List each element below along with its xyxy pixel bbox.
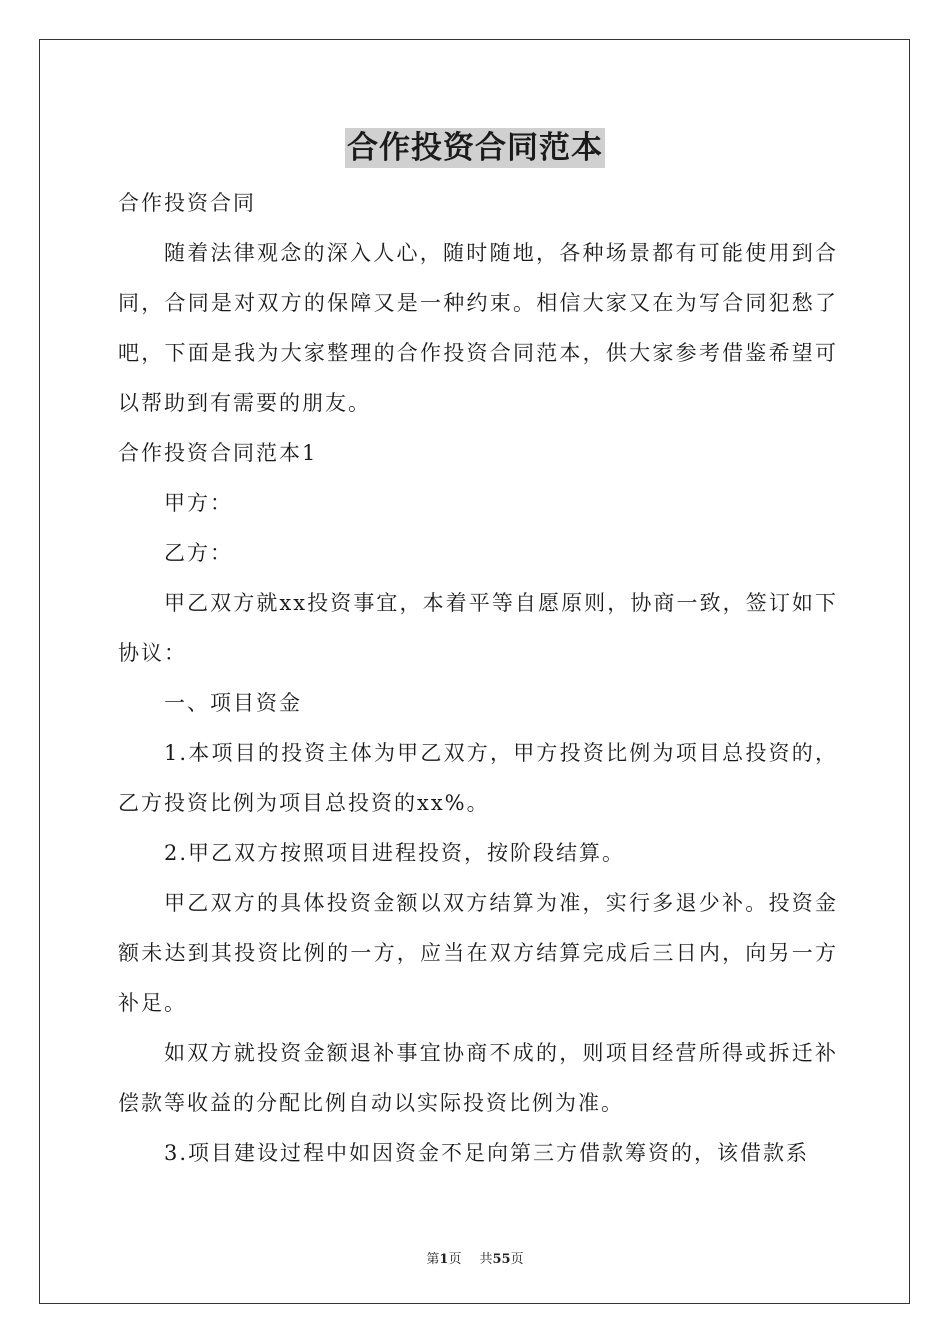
current-page-number: 1 [439,1252,449,1267]
document-title: 合作投资合同范本 [347,130,603,166]
section-heading: 合作投资合同范本1 [118,441,318,465]
paragraph: 3.项目建设过程中如因资金不足向第三方借款筹资的，该借款系 [164,1141,810,1165]
total-pages-number: 55 [492,1252,511,1267]
party-a-line: 甲方： [164,491,233,515]
clause-heading: 一、项目资金 [164,691,302,715]
page-prefix: 第 [426,1252,440,1267]
paragraph: 随着法律观念的深入人心，随时随地，各种场景都有可能使用到合同，合同是对双方的保障又是一种约束。相信大家又在为写合同犯愁了吧，下面是我为大家整理的合作投资合同范本，供大家参考借鉴希望可以帮助到有需要的朋友。 [118,241,838,415]
paragraph: 如双方就投资金额退补事宜协商不成的，则项目经营所得或拆迁补偿款等收益的分配比例自动以实际投资比例为准。 [118,1041,838,1115]
paragraph: 合作投资合同 [118,191,256,215]
page-footer [0,1248,950,1267]
title-container [0,128,950,168]
paragraph: 2.甲乙双方按照项目进程投资，按阶段结算。 [164,841,626,865]
party-b-line: 乙方： [164,541,233,565]
page-suffix: 页 [448,1252,462,1267]
paragraph: 甲乙双方就xx投资事宜，本着平等自愿原则，协商一致，签订如下协议： [118,591,838,665]
total-suffix: 页 [510,1252,524,1267]
paragraph: 1.本项目的投资主体为甲乙双方，甲方投资比例为项目总投资的，乙方投资比例为项目总投资的xx%。 [118,741,838,815]
total-prefix: 共 [479,1252,493,1267]
document-body [118,178,838,1178]
paragraph: 甲乙双方的具体投资金额以双方结算为准，实行多退少补。投资金额未达到其投资比例的一方，应当在双方结算完成后三日内，向另一方补足。 [118,891,838,1015]
